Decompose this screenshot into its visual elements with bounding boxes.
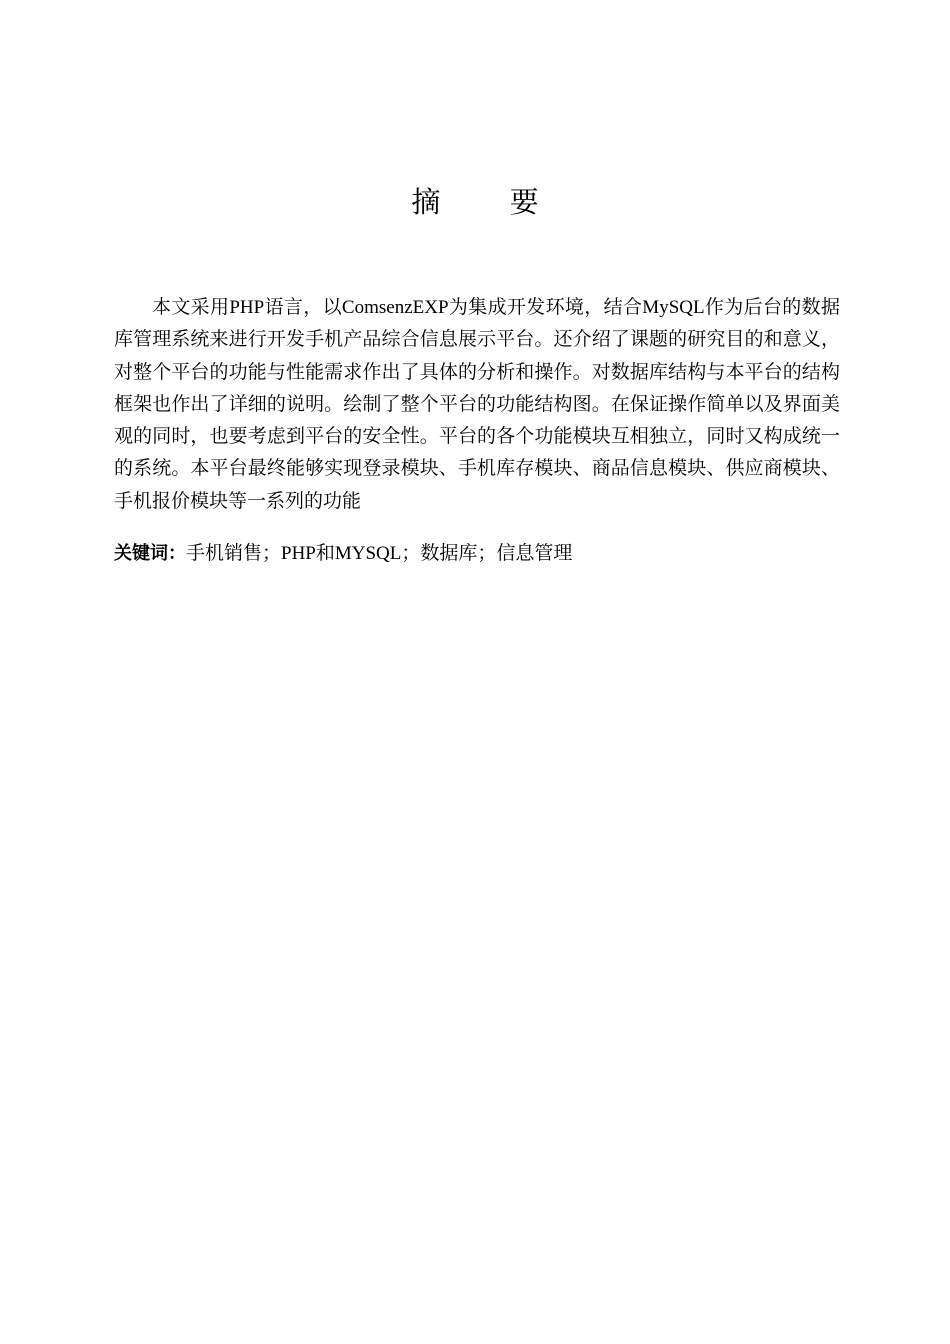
page-title: 摘 要: [411, 185, 569, 219]
abstract-paragraph: 本文采用PHP语言，以ComsenzEXP为集成开发环境，结合MySQL作为后台的数据库管理系统来进行开发手机产品综合信息展示平台。还介绍了课题的研究目的和意义，对整个平台的功能与性能需求作出了具体的分析和操作。对数据库结构与本平台的结构框架也作出了详细的说明。绘制了整个平台的功能结构图。在保证操作简单以及界面美观的同时，也要考虑到平台的安全性。平台的各个功能模块互相独立，同时又构成统一的系统。本平台最终能够实现登录模块、手机库存模块、商品信息模块、供应商模块、手机报价模块等一系列的功能: [114, 297, 840, 512]
keywords-line: [114, 538, 840, 570]
keywords-label: 关键词：: [114, 543, 186, 564]
keywords-text: 手机销售；PHP和MYSQL；数据库；信息管理: [186, 543, 573, 564]
